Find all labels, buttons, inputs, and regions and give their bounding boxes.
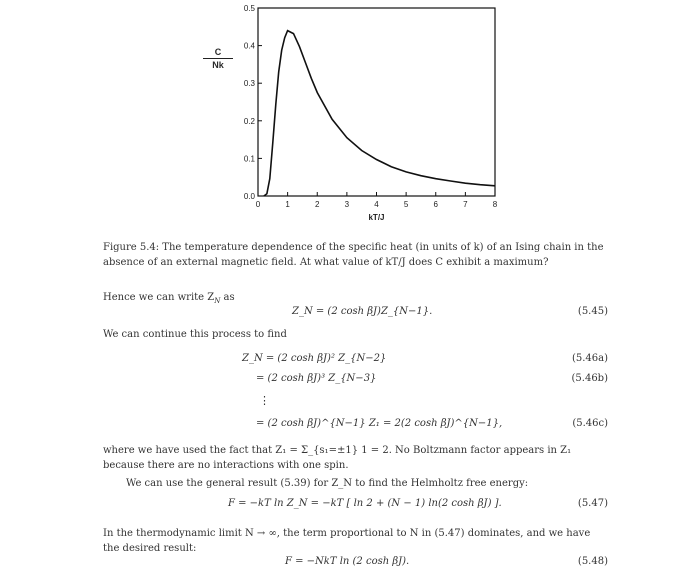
x-tick-label: 3 [344,200,350,209]
x-tick-label: 7 [463,200,468,209]
paragraph-thermo: In the thermodynamic limit N → ∞, the term proportional to N in (5.47) dominates, and we have the desired result: [103,528,591,554]
x-tick-label: 2 [315,200,320,209]
hence-text: Hence we can write Z [103,292,215,303]
eqnum-5-48: (5.48) [577,556,608,567]
equation-5-47: F = −kT ln Z_N = −kT [ ln 2 + (N − 1) ln(2 cosh βJ) ]. [228,498,502,509]
y-axis-label-denominator: Nk [212,60,224,70]
plot-frame [258,8,495,196]
eqnum-5-46c: (5.46c) [572,418,608,429]
y-tick-label: 0.3 [243,79,255,89]
equation-5-46a: Z_N = (2 cosh βJ)² Z_{N−2} [242,353,387,364]
specific-heat-chart [195,0,505,230]
paragraph-continue: We can continue this process to find [103,329,287,340]
eqnum-5-46b: (5.46b) [571,373,608,384]
x-tick-label: 5 [403,200,409,209]
equation-5-46c: = (2 cosh βJ)^{N−1} Z₁ = 2(2 cosh βJ)^{N−1}, [256,418,503,429]
eqnum-5-45: (5.45) [577,306,608,317]
y-tick-label: 0.4 [243,41,255,51]
equation-5-46b: = (2 cosh βJ)³ Z_{N−3} [256,373,377,384]
eqnum-5-46a: (5.46a) [571,353,608,364]
y-axis-label [203,47,233,70]
y-axis-label-numerator: C [203,47,233,59]
equation-5-45: Z_N = (2 cosh βJ)Z_{N−1}. [292,306,433,317]
x-tick-label: 0 [255,200,261,209]
figure-caption: Figure 5.4: The temperature dependence of the specific heat (in units of k) of an Ising chain in the absence of an external magnetic field. At what value of kT/J does C exhibit a maximum? [103,242,604,268]
paragraph-hence [103,290,235,309]
x-tick-label: 4 [374,200,379,209]
y-tick-label: 0.1 [243,154,255,164]
y-tick-label: 0.0 [243,192,255,201]
specific-heat-curve [264,31,495,196]
paragraph-general: We can use the general result (5.39) for Z_N to find the Helmholtz free energy: [126,478,529,489]
y-tick-label: 0.2 [243,116,255,126]
equation-5-48: F = −NkT ln (2 cosh βJ). [285,556,410,567]
hence-subscript: N [214,297,221,305]
eqnum-5-47: (5.47) [577,498,608,509]
x-axis-label: kT/J [368,213,385,222]
paragraph-where: where we have used the fact that Z₁ = Σ_{s₁=±1} 1 = 2. No Boltzmann factor appears in Z₁ because there are no interactions with one spin. [103,445,572,471]
chart-axes [258,8,495,196]
hence-tail: as [220,292,235,303]
x-tick-label: 6 [433,200,438,209]
x-tick-label: 8 [492,200,498,209]
y-tick-label: 0.5 [243,4,255,13]
x-tick-label: 1 [285,200,290,209]
vertical-dots: ⋮ [259,394,270,407]
chart-ticks [244,4,498,209]
